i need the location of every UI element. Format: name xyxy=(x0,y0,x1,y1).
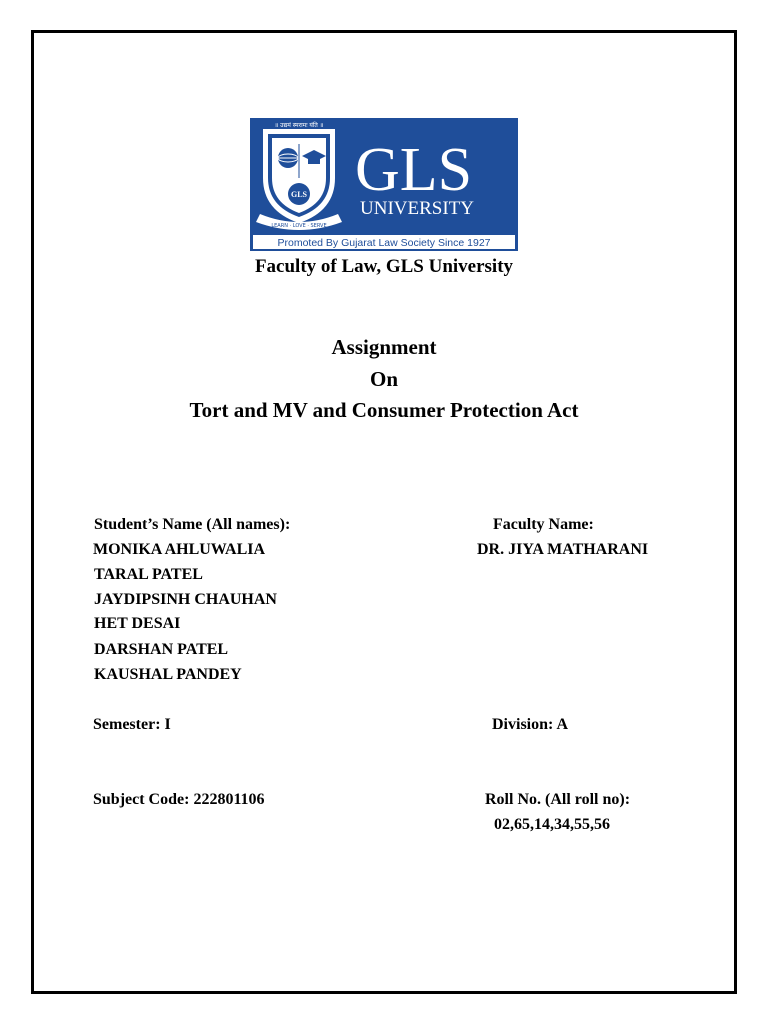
division: Division: A xyxy=(492,716,569,733)
title-subject: Tort and MV and Consumer Protection Act xyxy=(189,398,579,422)
subject-code: Subject Code: 222801106 xyxy=(93,791,265,808)
crest-initials: GLS xyxy=(290,190,308,199)
roll-values: 02,65,14,34,55,56 xyxy=(494,816,610,833)
faculty-name-label: Faculty Name: xyxy=(493,516,594,533)
student-name: HET DESAI xyxy=(94,615,181,632)
semester: Semester: I xyxy=(93,716,171,733)
ribbon-text: LEARN · LOVE · SERVE xyxy=(271,223,327,229)
faculty-name: DR. JIYA MATHARANI xyxy=(477,541,649,558)
brand-sub: UNIVERSITY xyxy=(360,198,474,219)
gls-university-logo xyxy=(250,118,518,251)
faculty-line: Faculty of Law, GLS University xyxy=(254,256,514,277)
student-name: KAUSHAL PANDEY xyxy=(94,666,242,683)
globe-icon xyxy=(278,148,298,168)
student-name: MONIKA AHLUWALIA xyxy=(93,541,266,558)
title-on: On xyxy=(369,367,398,391)
student-name: JAYDIPSINH CHAUHAN xyxy=(94,591,277,608)
logo-tagline: Promoted By Gujarat Law Society Since 1927 xyxy=(277,237,491,249)
students-label: Student’s Name (All names): xyxy=(94,516,291,533)
brand-main: GLS xyxy=(355,136,473,204)
roll-label: Roll No. (All roll no): xyxy=(485,791,631,808)
student-name: TARAL PATEL xyxy=(94,566,203,583)
logo-motto: ॥ उद्यमं स्मरामः यंति ॥ xyxy=(274,122,324,129)
student-name: DARSHAN PATEL xyxy=(94,641,229,658)
title-assignment: Assignment xyxy=(331,335,437,359)
